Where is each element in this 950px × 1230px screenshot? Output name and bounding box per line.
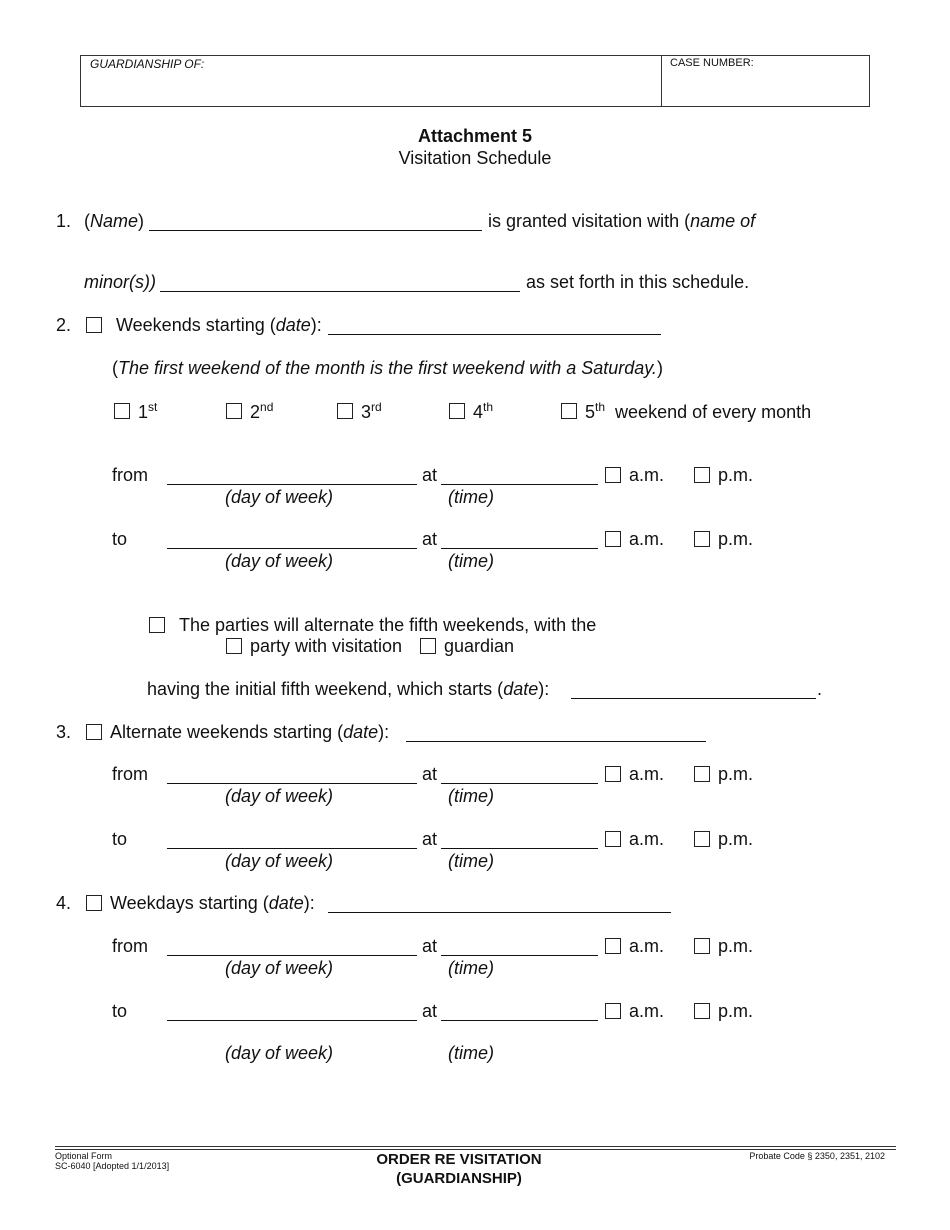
item3-to-am-checkbox[interactable] xyxy=(605,831,621,847)
item2-from-am-label: a.m. xyxy=(629,465,665,485)
item3-to-time-caption: (time) xyxy=(448,851,494,871)
footer-title-line1: ORDER RE VISITATION xyxy=(376,1151,542,1168)
item2-to-pm-label: p.m. xyxy=(718,529,754,549)
footer-optional-form: Optional Form xyxy=(55,1151,113,1161)
item4-number: 4. xyxy=(56,893,72,913)
item4-from-day-caption: (day of week) xyxy=(225,958,334,978)
item3-to-time-field[interactable] xyxy=(441,830,598,849)
item4-to-pm-checkbox[interactable] xyxy=(694,1003,710,1019)
item3-to-pm-checkbox[interactable] xyxy=(694,831,710,847)
footer-probate-code: Probate Code § 2350, 2351, 2102 xyxy=(749,1151,885,1161)
item2-first-weekend-note: (The first weekend of the month is the first weekend with a Saturday.) xyxy=(112,358,663,378)
item3-from-day-caption: (day of week) xyxy=(225,786,334,806)
initial-fifth-period: . xyxy=(817,679,823,699)
item3-to-am-label: a.m. xyxy=(629,829,665,849)
item3-to-day-caption: (day of week) xyxy=(225,851,334,871)
guardianship-of-label: GUARDIANSHIP OF: xyxy=(90,57,205,71)
guardian-checkbox[interactable] xyxy=(420,638,436,654)
page-title: Attachment 5 xyxy=(417,126,533,146)
item4-date-field[interactable] xyxy=(328,894,671,913)
item4-from-time-caption: (time) xyxy=(448,958,494,978)
item3-alternate-label: Alternate weekends starting (date): xyxy=(110,722,390,742)
item4-from-am-label: a.m. xyxy=(629,936,665,956)
item3-to-pm-label: p.m. xyxy=(718,829,754,849)
weekend-1st-label: 1st xyxy=(138,400,158,422)
item4-to-am-checkbox[interactable] xyxy=(605,1003,621,1019)
item2-to-time-caption: (time) xyxy=(448,551,494,571)
weekend-5th-checkbox[interactable] xyxy=(561,403,577,419)
item2-to-time-field[interactable] xyxy=(441,530,598,549)
item3-from-pm-label: p.m. xyxy=(718,764,754,784)
alternate-fifth-checkbox[interactable] xyxy=(149,617,165,633)
item2-to-am-label: a.m. xyxy=(629,529,665,549)
item3-to-label: to xyxy=(112,829,128,849)
item3-to-day-field[interactable] xyxy=(167,830,417,849)
item1-name-label: (Name) xyxy=(84,211,145,231)
initial-fifth-date-field[interactable] xyxy=(571,680,816,699)
item4-to-time-caption: (time) xyxy=(448,1043,494,1063)
item4-to-label: to xyxy=(112,1001,128,1021)
item3-from-am-checkbox[interactable] xyxy=(605,766,621,782)
item2-from-pm-label: p.m. xyxy=(718,465,754,485)
caption-divider xyxy=(661,55,662,107)
weekend-4th-label: 4th xyxy=(473,400,494,422)
item4-to-pm-label: p.m. xyxy=(718,1001,754,1021)
item3-from-am-label: a.m. xyxy=(629,764,665,784)
item3-from-time-field[interactable] xyxy=(441,765,598,784)
item1-minor-field[interactable] xyxy=(160,273,520,292)
weekend-3rd-checkbox[interactable] xyxy=(337,403,353,419)
item4-from-day-field[interactable] xyxy=(167,937,417,956)
item1-number: 1. xyxy=(56,211,72,231)
item3-from-day-field[interactable] xyxy=(167,765,417,784)
alternate-fifth-label: The parties will alternate the fifth weekends, with the xyxy=(179,615,597,635)
footer-rule-top xyxy=(55,1146,896,1147)
item4-from-pm-checkbox[interactable] xyxy=(694,938,710,954)
item4-to-am-label: a.m. xyxy=(629,1001,665,1021)
item2-weekends-label: Weekends starting (date): xyxy=(116,315,322,335)
weekend-4th-checkbox[interactable] xyxy=(449,403,465,419)
item3-date-field[interactable] xyxy=(406,723,706,742)
item4-from-time-field[interactable] xyxy=(441,937,598,956)
item4-to-day-caption: (day of week) xyxy=(225,1043,334,1063)
item1-granted-text: is granted visitation with (name of xyxy=(488,211,756,231)
item2-from-day-field[interactable] xyxy=(167,466,417,485)
footer-rule-bottom xyxy=(55,1149,896,1150)
item3-from-at-label: at xyxy=(422,764,438,784)
case-number-field[interactable] xyxy=(670,75,864,103)
item1-set-forth-text: as set forth in this schedule. xyxy=(526,272,750,292)
item1-name-field[interactable] xyxy=(149,212,482,231)
item3-from-pm-checkbox[interactable] xyxy=(694,766,710,782)
item2-to-day-field[interactable] xyxy=(167,530,417,549)
item4-weekdays-checkbox[interactable] xyxy=(86,895,102,911)
item2-from-label: from xyxy=(112,465,148,485)
item4-from-label: from xyxy=(112,936,148,956)
footer-form-code: SC-6040 [Adopted 1/1/2013] xyxy=(55,1161,170,1171)
item4-weekdays-label: Weekdays starting (date): xyxy=(110,893,315,913)
item4-from-at-label: at xyxy=(422,936,438,956)
item2-from-pm-checkbox[interactable] xyxy=(694,467,710,483)
item4-from-am-checkbox[interactable] xyxy=(605,938,621,954)
guardian-label: guardian xyxy=(444,636,515,656)
item4-from-pm-label: p.m. xyxy=(718,936,754,956)
item2-to-pm-checkbox[interactable] xyxy=(694,531,710,547)
case-number-label: CASE NUMBER: xyxy=(670,57,754,69)
item2-from-at-label: at xyxy=(422,465,438,485)
weekend-1st-checkbox[interactable] xyxy=(114,403,130,419)
item2-from-day-caption: (day of week) xyxy=(225,487,334,507)
item1-minor-label: minor(s)) xyxy=(84,272,156,292)
weekend-2nd-checkbox[interactable] xyxy=(226,403,242,419)
item2-to-am-checkbox[interactable] xyxy=(605,531,621,547)
item2-to-label: to xyxy=(112,529,128,549)
weekend-3rd-label: 3rd xyxy=(361,400,382,422)
item2-to-at-label: at xyxy=(422,529,438,549)
page-subtitle: Visitation Schedule xyxy=(398,148,552,168)
item3-to-at-label: at xyxy=(422,829,438,849)
item2-from-am-checkbox[interactable] xyxy=(605,467,621,483)
item2-weekends-checkbox[interactable] xyxy=(86,317,102,333)
item4-to-time-field[interactable] xyxy=(441,1002,598,1021)
party-with-visitation-label: party with visitation xyxy=(250,636,403,656)
footer-title-line2: (GUARDIANSHIP) xyxy=(396,1170,522,1187)
item3-from-time-caption: (time) xyxy=(448,786,494,806)
item2-from-time-caption: (time) xyxy=(448,487,494,507)
item2-from-time-field[interactable] xyxy=(441,466,598,485)
item2-to-day-caption: (day of week) xyxy=(225,551,334,571)
item3-alternate-checkbox[interactable] xyxy=(86,724,102,740)
party-with-visitation-checkbox[interactable] xyxy=(226,638,242,654)
item2-number: 2. xyxy=(56,315,72,335)
item4-to-day-field[interactable] xyxy=(167,1002,417,1021)
guardianship-of-field[interactable] xyxy=(90,75,654,103)
item3-from-label: from xyxy=(112,764,148,784)
weekend-5th-label: 5th weekend of every month xyxy=(585,400,812,422)
item4-to-at-label: at xyxy=(422,1001,438,1021)
item2-weekends-date-field[interactable] xyxy=(328,316,661,335)
weekend-2nd-label: 2nd xyxy=(250,400,274,422)
item3-number: 3. xyxy=(56,722,72,742)
initial-fifth-label: having the initial fifth weekend, which starts (date): xyxy=(147,679,550,699)
